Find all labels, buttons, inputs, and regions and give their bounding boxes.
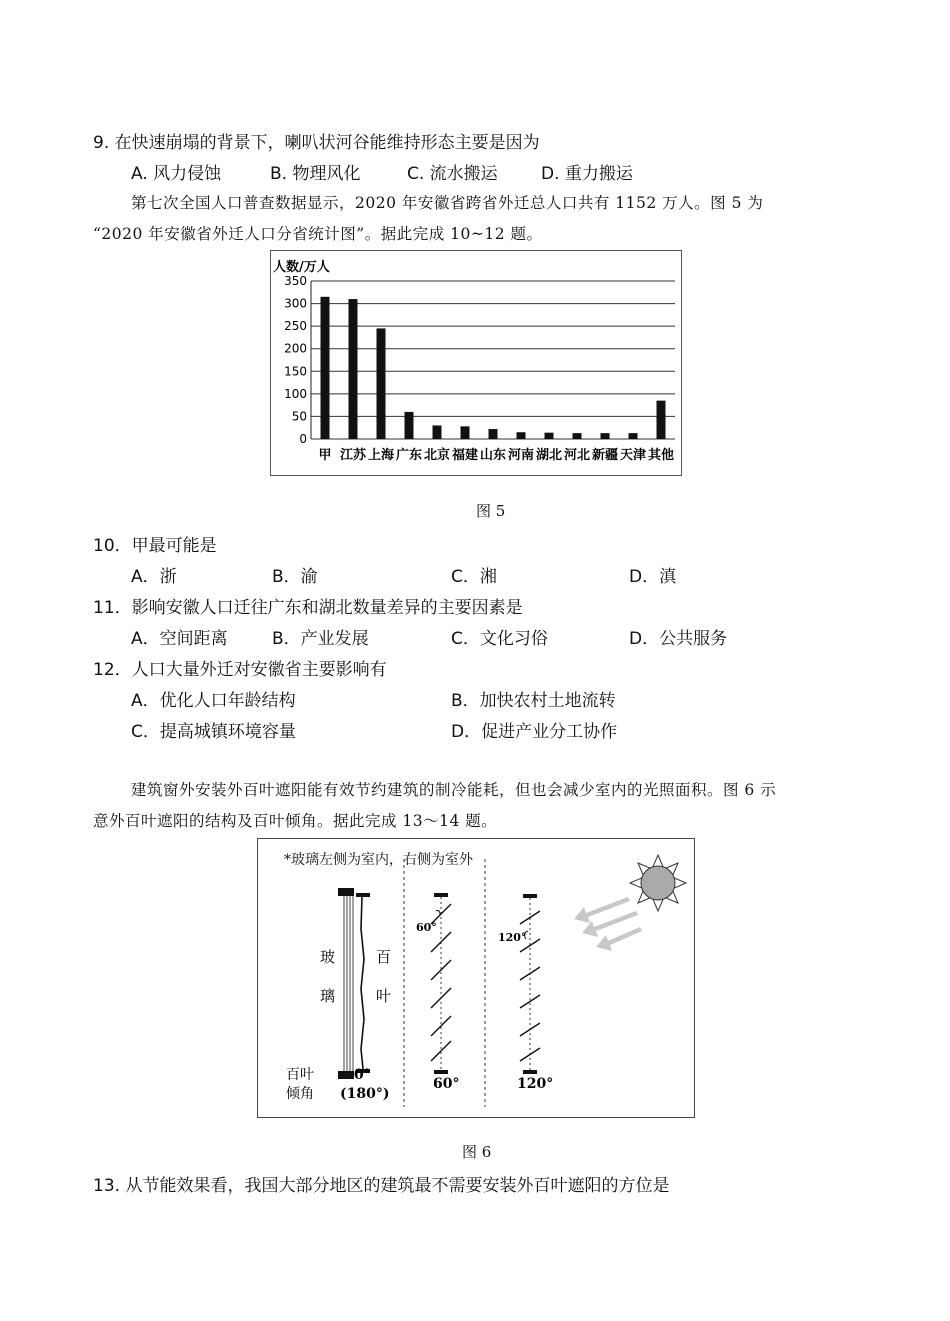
figure-5-chart <box>270 250 682 476</box>
x-tick-label: 山东 <box>479 448 507 463</box>
y-tick-label: 50 <box>291 409 307 424</box>
angle-120-label: 120° <box>517 1076 554 1092</box>
q11-option-b: B．产业发展 <box>272 629 369 649</box>
x-tick-label: 北京 <box>423 448 451 463</box>
intro-13-14-line1: 建筑窗外安装外百叶遮阳能有效节约建筑的制冷能耗，但也会减少室内的光照面积。图 6 示 <box>131 781 777 799</box>
bar <box>321 297 330 439</box>
q11-option-d: D．公共服务 <box>629 629 728 649</box>
bar <box>461 426 470 439</box>
y-tick-label: 250 <box>284 319 307 334</box>
q11-stem: 11．影响安徽人口迁往广东和湖北数量差异的主要因素是 <box>93 598 523 618</box>
y-axis-label: 人数/万人 <box>273 260 330 275</box>
q10-option-a: A．浙 <box>131 567 177 587</box>
bar <box>377 328 386 439</box>
figure-6-note: *玻璃左侧为室内，右侧为室外 <box>284 852 473 868</box>
q11-option-a: A．空间距离 <box>131 629 228 649</box>
q10-option-d: D．滇 <box>629 567 677 587</box>
blind-0-degree <box>356 893 370 1073</box>
bar <box>517 432 526 439</box>
x-tick-label: 湖北 <box>535 448 563 463</box>
angle-0-alt-label: (180°) <box>340 1086 390 1102</box>
q9-option-b: B. 物理风化 <box>270 164 361 184</box>
angle-0-label: 0° <box>354 1067 371 1083</box>
q12-stem: 12．人口大量外迁对安徽省主要影响有 <box>93 660 387 680</box>
bar <box>489 429 498 439</box>
y-tick-label: 300 <box>284 296 307 311</box>
q12-option-d: D．促进产业分工协作 <box>451 722 618 742</box>
y-tick-label: 200 <box>284 341 307 356</box>
sunlight-arrows-icon <box>574 897 642 951</box>
q12-option-c: C．提高城镇环境容量 <box>131 722 296 742</box>
x-tick-label: 河北 <box>563 448 591 463</box>
angle-120-inline: 120° <box>498 931 527 944</box>
figure-6-diagram <box>257 838 695 1118</box>
chart-svg <box>271 251 681 475</box>
q12-option-b: B．加快农村土地流转 <box>451 691 616 711</box>
angle-60-label: 60° <box>433 1076 460 1092</box>
q10-stem: 10．甲最可能是 <box>93 536 217 556</box>
x-tick-label: 天津 <box>619 448 647 463</box>
figure-5-caption: 图 5 <box>476 502 506 520</box>
bar <box>629 433 638 439</box>
blind-120-degree <box>520 894 540 1074</box>
blind-label-2: 叶 <box>376 987 392 1005</box>
glass-label-1: 玻 <box>320 948 336 966</box>
y-tick-label: 0 <box>299 432 307 446</box>
bar <box>433 425 442 439</box>
sun-icon <box>630 855 686 911</box>
intro-10-12-line2: “2020 年安徽省外迁人口分省统计图”。据此完成 10~12 题。 <box>93 225 543 243</box>
x-tick-label: 甲 <box>318 448 332 463</box>
q9-option-d: D. 重力搬运 <box>541 164 633 184</box>
q13-stem: 13. 从节能效果看，我国大部分地区的建筑最不需要安装外百叶遮阳的方位是 <box>93 1176 670 1196</box>
bar <box>349 299 358 439</box>
x-tick-label: 福建 <box>451 448 479 463</box>
bar <box>657 401 666 439</box>
q9-option-c: C. 流水搬运 <box>407 164 498 184</box>
y-tick-label: 100 <box>284 386 307 401</box>
y-tick-label: 150 <box>284 364 307 379</box>
q10-option-c: C．湘 <box>451 567 497 587</box>
x-tick-label: 江苏 <box>339 448 367 463</box>
tilt-label-1: 百叶 <box>286 1067 314 1083</box>
q12-option-a: A．优化人口年龄结构 <box>131 691 296 711</box>
bar <box>601 433 610 439</box>
x-tick-label: 其他 <box>647 448 675 463</box>
q9-option-a: A. 风力侵蚀 <box>131 164 222 184</box>
x-tick-label: 新疆 <box>591 448 619 463</box>
tilt-label-2: 倾角 <box>286 1086 314 1102</box>
q9-stem: 9. 在快速崩塌的背景下，喇叭状河谷能维持形态主要是因为 <box>93 133 540 153</box>
intro-10-12-line1: 第七次全国人口普查数据显示，2020 年安徽省跨省外迁总人口共有 1152 万人。图 5 为 <box>131 194 764 212</box>
intro-13-14-line2: 意外百叶遮阳的结构及百叶倾角。据此完成 13～14 题。 <box>93 812 498 830</box>
angle-60-inline: 60° <box>416 921 437 934</box>
glass-panel <box>338 888 354 1079</box>
q10-option-b: B．渝 <box>272 567 318 587</box>
blind-label-1: 百 <box>376 948 392 966</box>
bar <box>405 412 414 439</box>
x-tick-label: 上海 <box>367 448 395 463</box>
q11-option-c: C．文化习俗 <box>451 629 548 649</box>
x-tick-label: 河南 <box>507 448 535 463</box>
figure-6-caption: 图 6 <box>462 1143 492 1161</box>
x-tick-label: 广东 <box>395 448 423 463</box>
y-tick-label: 350 <box>284 274 307 288</box>
bar <box>545 433 554 439</box>
figure-6-svg <box>258 839 694 1117</box>
bar <box>573 433 582 439</box>
glass-label-2: 璃 <box>320 987 336 1005</box>
